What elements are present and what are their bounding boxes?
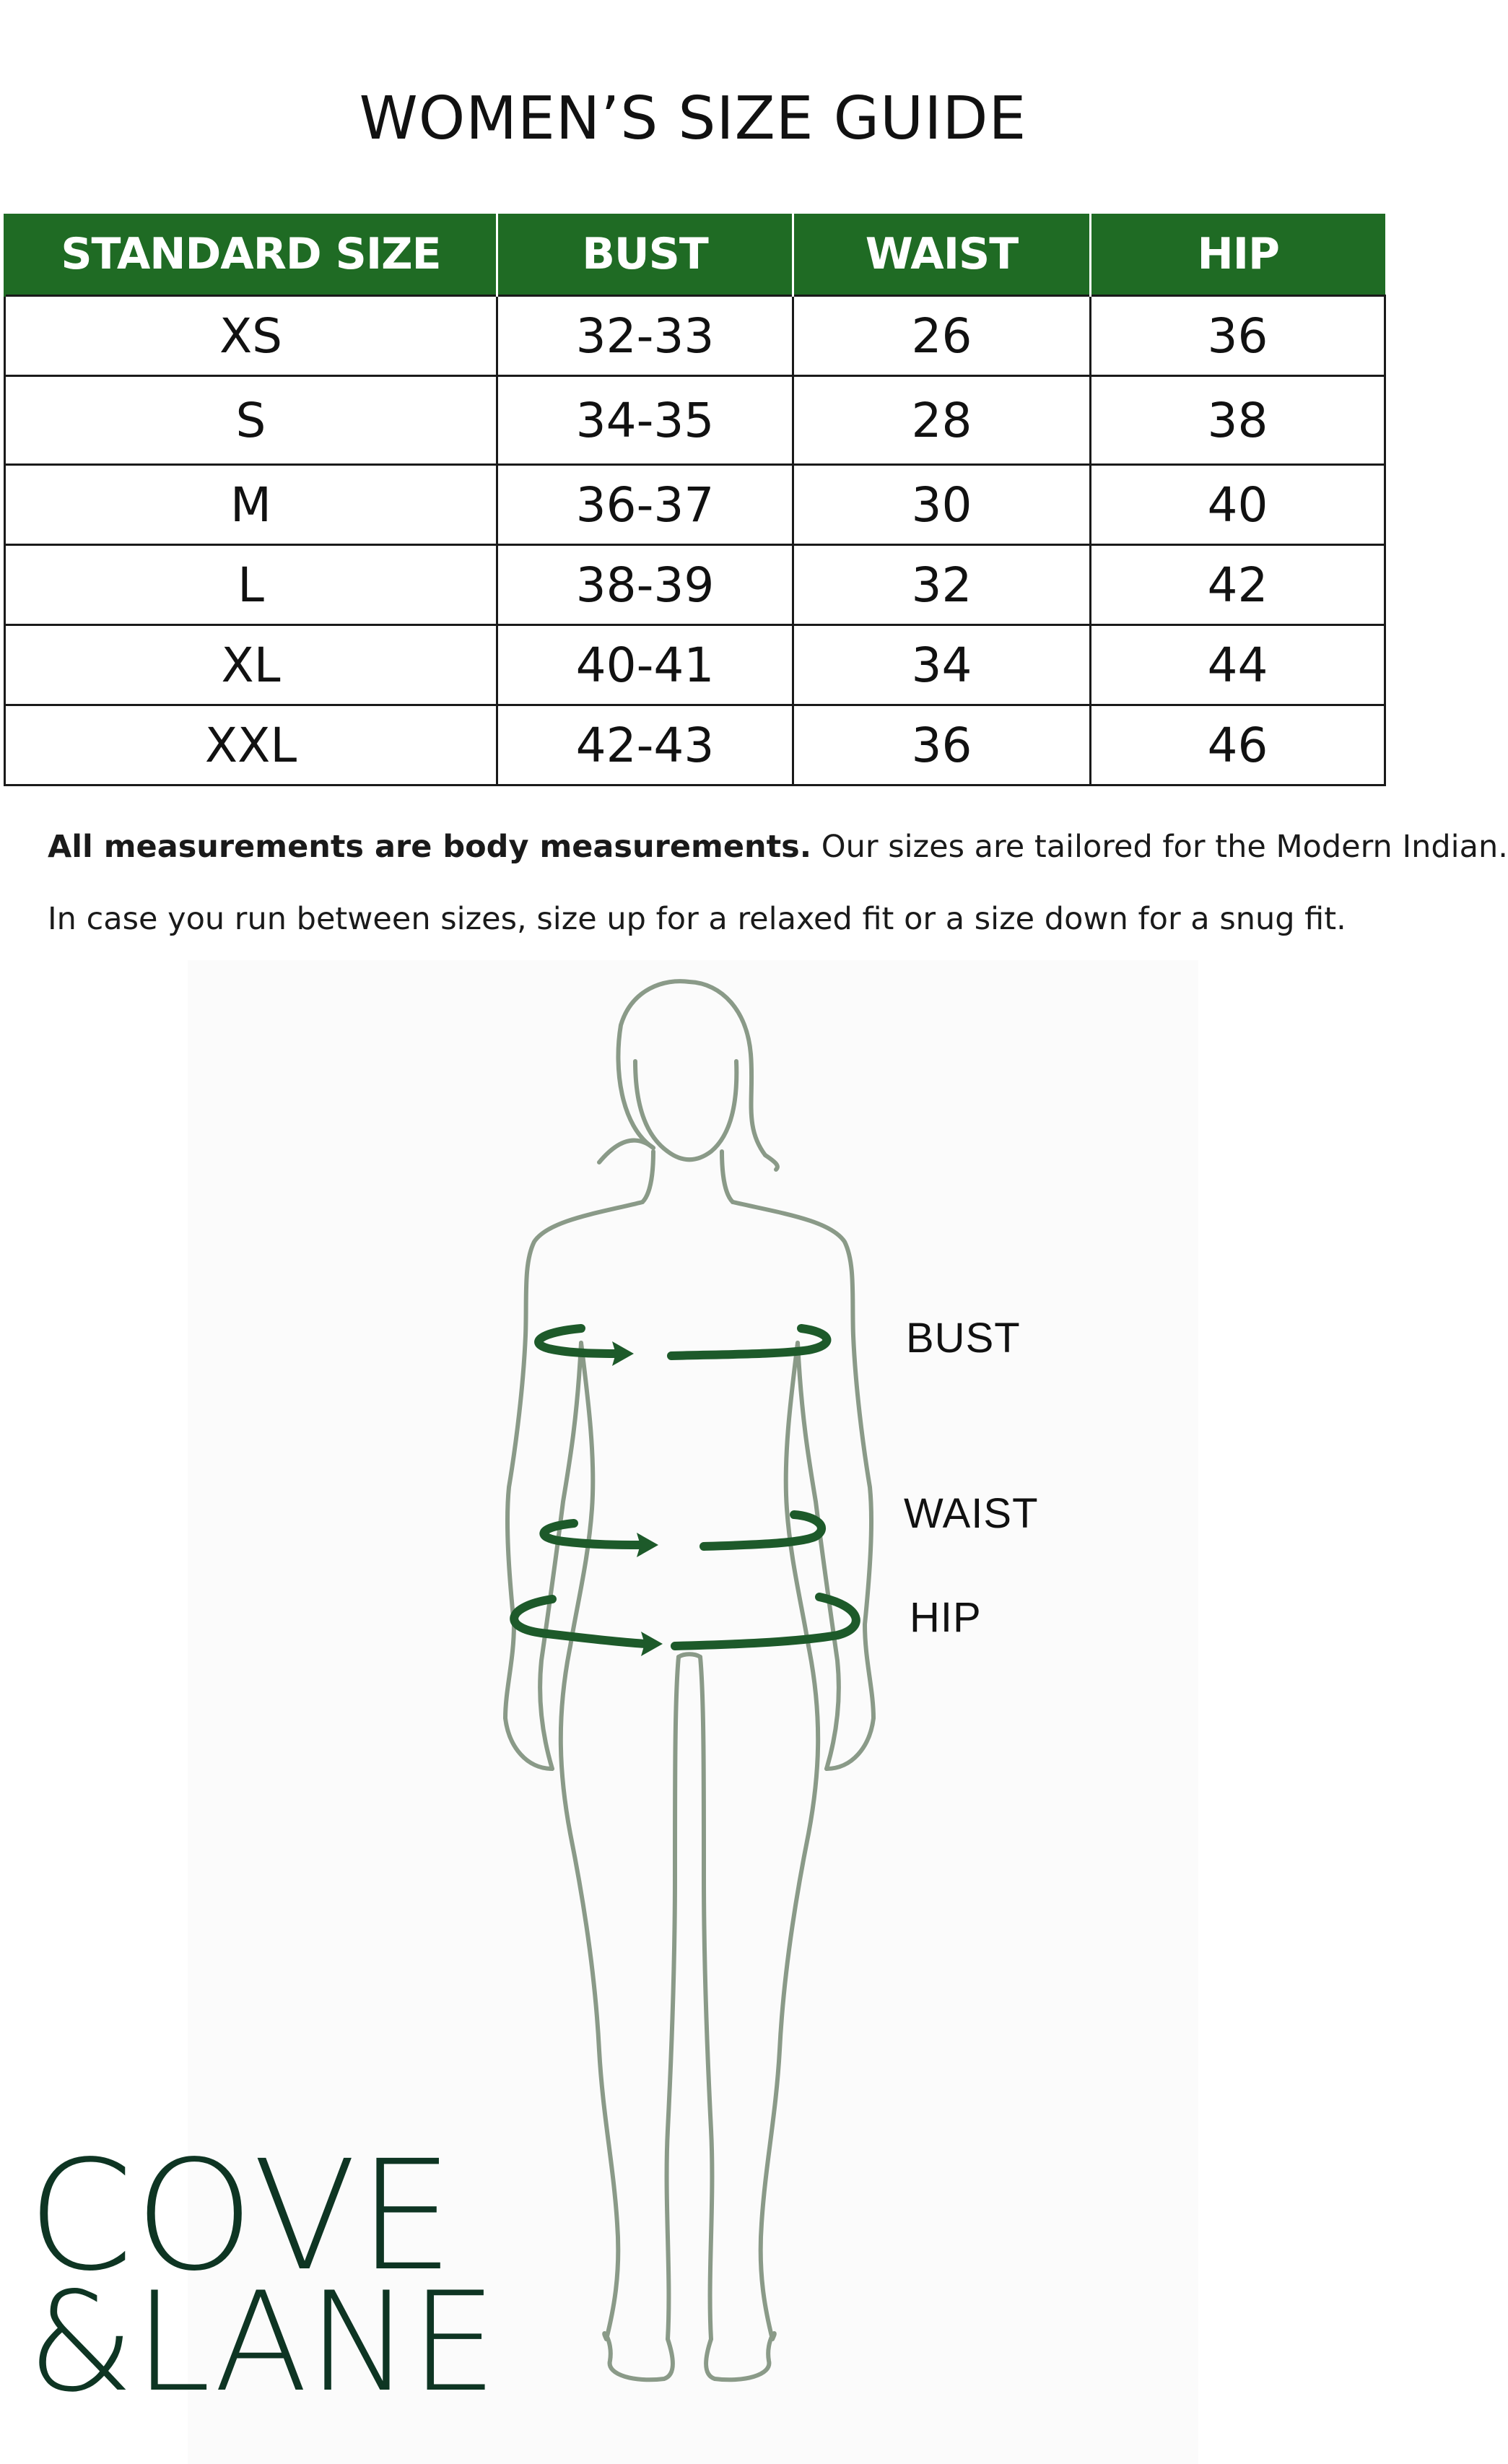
size-cell: XXL	[5, 705, 497, 785]
waist-cell: 34	[793, 625, 1091, 705]
hip-cell: 38	[1091, 376, 1385, 465]
brand-logo-line1: COVE	[27, 2128, 456, 2304]
header-waist: WAIST	[793, 214, 1091, 296]
bust-cell: 38-39	[497, 545, 793, 625]
header-bust: BUST	[497, 214, 793, 296]
hip-label: HIP	[910, 1594, 982, 1641]
size-cell: S	[5, 376, 497, 465]
waist-cell: 32	[793, 545, 1091, 625]
waist-cell: 28	[793, 376, 1091, 465]
measurement-note-bold: All measurements are body measurements.	[48, 829, 812, 865]
bust-cell: 34-35	[497, 376, 793, 465]
size-cell: L	[5, 545, 497, 625]
waist-cell: 26	[793, 296, 1091, 376]
waist-label: WAIST	[904, 1490, 1039, 1537]
brand-logo-line2: &LANE	[27, 2263, 497, 2422]
bust-cell: 36-37	[497, 465, 793, 545]
bust-cell: 40-41	[497, 625, 793, 705]
page-title: WOMEN’S SIZE GUIDE	[359, 84, 1027, 153]
size-cell: XL	[5, 625, 497, 705]
hip-cell: 36	[1091, 296, 1385, 376]
hip-cell: 40	[1091, 465, 1385, 545]
hip-cell: 46	[1091, 705, 1385, 785]
header-standard-size: STANDARD SIZE	[5, 214, 497, 296]
hip-cell: 42	[1091, 545, 1385, 625]
measurement-note-rest: Our sizes are tailored for the Modern Indian.	[811, 829, 1508, 865]
hip-cell: 44	[1091, 625, 1385, 705]
bust-cell: 32-33	[497, 296, 793, 376]
bust-label: BUST	[906, 1315, 1021, 1362]
sizing-advice: In case you run between sizes, size up for a relaxed fit or a size down for a snug fit.	[48, 901, 1346, 937]
waist-cell: 36	[793, 705, 1091, 785]
size-cell: M	[5, 465, 497, 545]
size-cell: XS	[5, 296, 497, 376]
waist-cell: 30	[793, 465, 1091, 545]
header-hip: HIP	[1091, 214, 1385, 296]
bust-cell: 42-43	[497, 705, 793, 785]
